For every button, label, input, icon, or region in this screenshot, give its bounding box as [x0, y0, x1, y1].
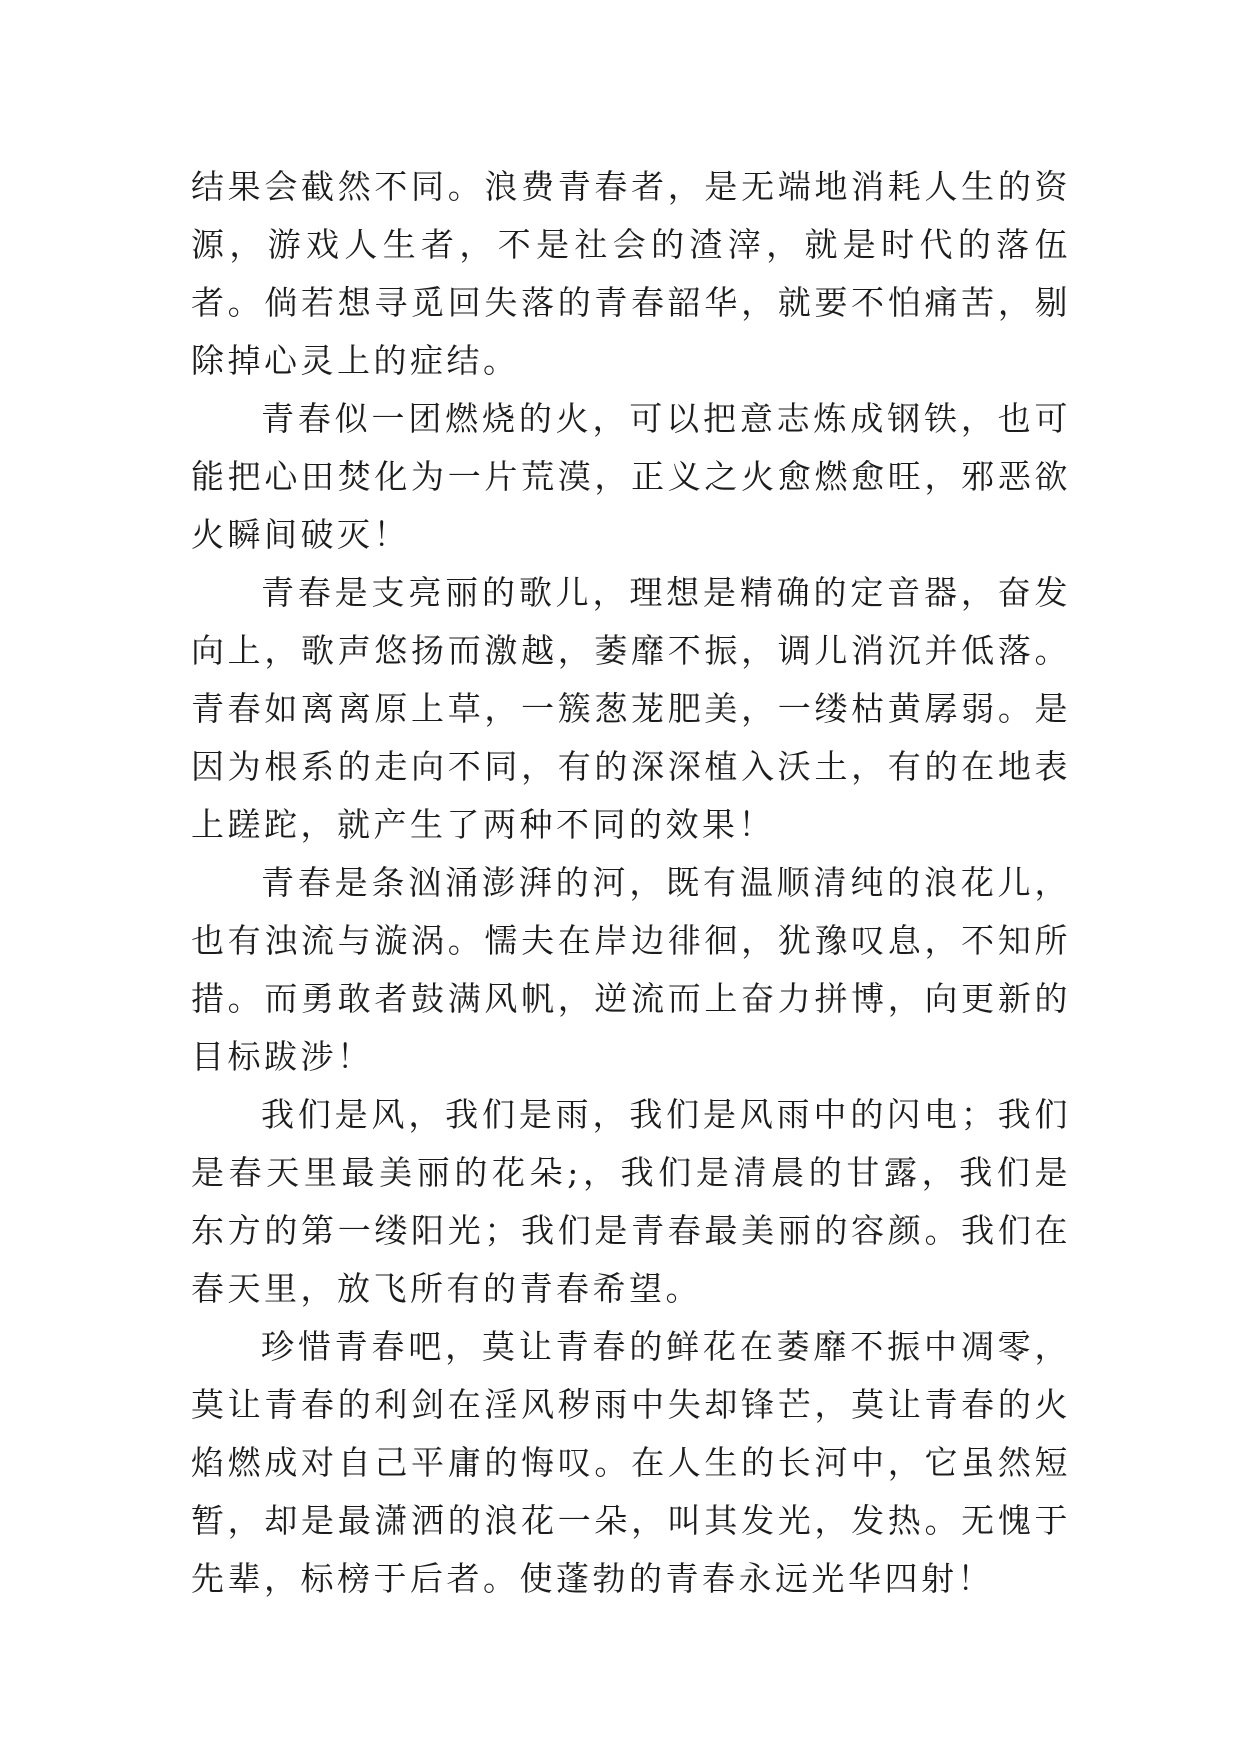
paragraph-5: 我们是风，我们是雨，我们是风雨中的闪电；我们是春天里最美丽的花朵;，我们是清晨的甘露，我们是东方的第一缕阳光；我们是青春最美丽的容颜。我们在春天里，放飞所有的青春希望。	[191, 1095, 1071, 1308]
paragraph-6: 珍惜青春吧，莫让青春的鲜花在萎靡不振中凋零，莫让青春的利剑在淫风秽雨中失却锋芒，莫让青春的火焰燃成对自己平庸的悔叹。在人生的长河中，它虽然短暂，却是最潇洒的浪花一朵，叫其发光，发热。无愧于先辈，标榜于后者。使蓬勃的青春永远光华四射！	[191, 1327, 1071, 1598]
document-body	[191, 158, 1071, 1608]
paragraph-3: 青春是支亮丽的歌儿，理想是精确的定音器，奋发向上，歌声悠扬而激越，萎靡不振，调儿消沉并低落。青春如离离原上草，一簇葱茏肥美，一缕枯黄孱弱。是因为根系的走向不同，有的深深植入沃土，有的在地表上蹉跎，就产生了两种不同的效果！	[191, 573, 1071, 844]
paragraph-4: 青春是条汹涌澎湃的河，既有温顺清纯的浪花儿，也有浊流与漩涡。懦夫在岸边徘徊，犹豫叹息，不知所措。而勇敢者鼓满风帆，逆流而上奋力拼博，向更新的目标跋涉！	[191, 863, 1071, 1076]
paragraph-1: 结果会截然不同。浪费青春者，是无端地消耗人生的资源，游戏人生者，不是社会的渣滓，就是时代的落伍者。倘若想寻觅回失落的青春韶华，就要不怕痛苦，剔除掉心灵上的症结。	[191, 167, 1071, 380]
paragraph-2: 青春似一团燃烧的火，可以把意志炼成钢铁，也可能把心田焚化为一片荒漠，正义之火愈燃愈旺，邪恶欲火瞬间破灭！	[191, 399, 1071, 554]
